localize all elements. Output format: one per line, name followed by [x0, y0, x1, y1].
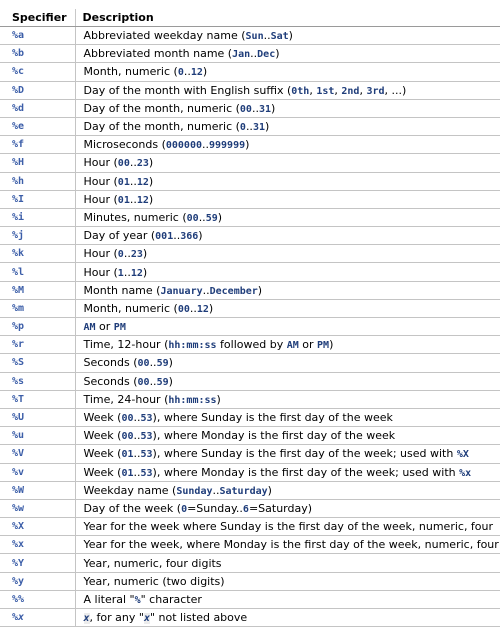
specifier-cell	[0, 172, 75, 190]
table-body	[0, 27, 500, 627]
description-text: Time, 12-hour (	[83, 338, 169, 352]
specifier-code: %U	[12, 412, 25, 424]
description-text: Month, numeric (	[83, 65, 178, 79]
description-text: Month name (	[83, 283, 161, 297]
description-cell	[75, 609, 500, 627]
description-cell	[75, 336, 500, 354]
description-text: )	[202, 65, 208, 79]
description-cell	[75, 590, 500, 608]
inline-code: 00	[117, 158, 130, 170]
inline-code: 53	[140, 413, 153, 425]
description-text: Week (	[83, 447, 122, 461]
description-text: A literal "	[83, 592, 135, 606]
description-cell	[75, 281, 500, 299]
inline-code: 53	[140, 467, 153, 479]
table-row	[0, 263, 500, 281]
description-text: Week (	[83, 411, 122, 425]
description-text: )	[168, 356, 173, 370]
description-text: , for any "	[89, 611, 144, 625]
description-text: ..	[133, 447, 141, 461]
description-text: )	[216, 392, 221, 406]
description-cell	[75, 536, 500, 554]
description-text: ,	[359, 83, 367, 97]
description-cell	[75, 172, 500, 190]
description-cell	[75, 227, 500, 245]
table-row	[0, 154, 500, 172]
description-text: Year, numeric (two digits)	[83, 574, 225, 588]
table-row	[0, 227, 500, 245]
specifier-cell	[0, 536, 75, 554]
specifier-code: %y	[12, 575, 25, 587]
description-cell	[75, 45, 500, 63]
inline-code: Sun	[245, 31, 264, 43]
description-cell	[75, 117, 500, 135]
description-text: ..	[201, 138, 209, 152]
table-row	[0, 281, 500, 299]
description-text: Year, numeric, four digits	[83, 556, 222, 570]
description-cell	[75, 27, 500, 45]
inline-code: 12	[190, 67, 203, 79]
description-text: ..	[251, 101, 259, 115]
specifier-code: %w	[12, 502, 25, 514]
inline-code: 366	[180, 231, 199, 243]
specifier-code: %u	[12, 430, 25, 442]
description-text: Day of the month, numeric (	[83, 101, 240, 115]
inline-code: %x	[459, 467, 472, 479]
inline-code: Dec	[257, 49, 276, 61]
specifier-cell	[0, 518, 75, 536]
specifier-cell	[0, 45, 75, 63]
table-row	[0, 117, 500, 135]
specifier-cell	[0, 281, 75, 299]
description-text: )	[271, 101, 276, 115]
inline-code: PM	[317, 340, 330, 352]
inline-code: 00	[121, 413, 134, 425]
specifier-cell	[0, 336, 75, 354]
specifier-cell	[0, 427, 75, 445]
specifier-code: %%	[12, 593, 25, 605]
specifier-cell	[0, 463, 75, 481]
inline-code: Sat	[270, 31, 289, 43]
description-text: =Sunday..	[187, 501, 243, 515]
description-text: ..	[198, 210, 206, 224]
description-cell	[75, 408, 500, 426]
inline-code: 1	[117, 267, 124, 279]
description-text: Minutes, numeric (	[83, 210, 187, 224]
description-text: Seconds (	[83, 374, 138, 388]
inline-code: Jan	[232, 49, 251, 61]
description-text: Hour (	[83, 156, 118, 170]
description-text: Hour (	[83, 265, 118, 279]
inline-code: 2nd	[341, 85, 360, 97]
description-cell	[75, 518, 500, 536]
description-text: )	[198, 229, 203, 243]
inline-code: hh:mm:ss	[168, 340, 217, 352]
specifier-cell	[0, 572, 75, 590]
description-text: )	[217, 210, 223, 224]
inline-code: 31	[252, 122, 265, 134]
specifier-cell	[0, 609, 75, 627]
table-row	[0, 81, 500, 99]
table-row	[0, 63, 500, 81]
description-text: ), where Sunday is the first day of the week	[152, 411, 393, 425]
inline-code: 01	[121, 467, 134, 479]
specifier-code: %p	[12, 321, 25, 333]
inline-code: 53	[140, 449, 153, 461]
specifier-cell	[0, 208, 75, 226]
description-cell	[75, 190, 500, 208]
inline-code: 0	[117, 249, 124, 261]
description-column-header: Description	[75, 9, 500, 27]
description-text: ..	[202, 283, 210, 297]
inline-code: 6	[242, 503, 249, 515]
specifier-code: %x	[12, 612, 25, 624]
table-row	[0, 554, 500, 572]
inline-code: %	[134, 594, 141, 606]
description-text: ..	[133, 465, 141, 479]
inline-code: 1st	[316, 85, 335, 97]
description-text: )	[148, 156, 154, 170]
table-row	[0, 445, 500, 463]
description-text: ..	[173, 229, 181, 243]
description-cell	[75, 554, 500, 572]
specifier-code: %W	[12, 484, 25, 496]
description-text: Microseconds (	[83, 138, 166, 152]
inline-code: Saturday	[219, 485, 268, 497]
table-row	[0, 190, 500, 208]
table-row	[0, 408, 500, 426]
specifier-cell	[0, 63, 75, 81]
inline-code: PM	[113, 322, 126, 334]
description-text: Abbreviated weekday name (	[83, 29, 246, 43]
specifier-code: %H	[12, 157, 25, 169]
description-cell	[75, 354, 500, 372]
description-cell	[75, 81, 500, 99]
specifier-code: %v	[12, 466, 25, 478]
inline-code: Sunday	[176, 485, 213, 497]
description-text: Hour (	[83, 247, 118, 261]
specifier-code: %X	[12, 521, 25, 533]
description-text: Week (	[83, 465, 122, 479]
specifier-code: %d	[12, 102, 25, 114]
inline-code: January	[160, 285, 203, 297]
specifier-code: %c	[12, 66, 25, 78]
description-text: Seconds (	[83, 356, 138, 370]
description-text: Hour (	[83, 174, 118, 188]
description-text: )	[267, 483, 272, 497]
description-text: Time, 24-hour (	[83, 392, 169, 406]
specifier-cell	[0, 481, 75, 499]
inline-code: 00	[177, 303, 190, 315]
inline-code: 00	[137, 376, 150, 388]
description-text: =Saturday)	[248, 501, 313, 515]
description-text: ..	[123, 265, 131, 279]
description-cell	[75, 427, 500, 445]
inline-code: 0	[181, 503, 188, 515]
inline-code: 001	[155, 231, 174, 243]
description-text: ..	[133, 411, 141, 425]
description-text: ..	[123, 247, 131, 261]
table-row	[0, 372, 500, 390]
inline-code: 00	[186, 212, 199, 224]
description-cell	[75, 136, 500, 154]
description-text: ..	[129, 174, 137, 188]
inline-code: 59	[156, 376, 169, 388]
table-row	[0, 45, 500, 63]
inline-code: 12	[136, 176, 149, 188]
description-text: ), where Sunday is the first day of the week; used with	[152, 447, 457, 461]
inline-code: 3rd	[366, 85, 385, 97]
specifier-code: %D	[12, 84, 25, 96]
table-row	[0, 463, 500, 481]
description-text: ,	[309, 83, 317, 97]
description-text: ..	[245, 120, 253, 134]
specifier-cell	[0, 263, 75, 281]
description-cell	[75, 481, 500, 499]
description-cell	[75, 63, 500, 81]
specifier-cell	[0, 99, 75, 117]
specifier-cell	[0, 81, 75, 99]
description-text: )	[257, 283, 263, 297]
inline-code: hh:mm:ss	[168, 394, 217, 406]
specifier-code: %s	[12, 375, 25, 387]
table-header-row	[0, 9, 500, 27]
description-text: ), where Monday is the first day of the week	[152, 429, 396, 443]
inline-code: 12	[136, 194, 149, 206]
description-text: )	[148, 192, 154, 206]
inline-code: AM	[286, 340, 299, 352]
table-row	[0, 590, 500, 608]
specifier-cell	[0, 499, 75, 517]
specifier-cell	[0, 227, 75, 245]
specifier-code: %r	[12, 339, 25, 351]
specifier-cell	[0, 318, 75, 336]
specifier-code: %M	[12, 284, 25, 296]
specifier-cell	[0, 354, 75, 372]
inline-code: 0	[177, 67, 184, 79]
table-row	[0, 609, 500, 627]
description-text: or	[95, 320, 114, 334]
description-cell	[75, 154, 500, 172]
specifier-code: %h	[12, 175, 25, 187]
specifier-code: %I	[12, 193, 25, 205]
inline-code: 0	[239, 122, 246, 134]
table-row	[0, 172, 500, 190]
table-row	[0, 245, 500, 263]
inline-code: 00	[121, 431, 134, 443]
table-row	[0, 136, 500, 154]
inline-code: 12	[130, 267, 143, 279]
inline-code: 59	[205, 212, 218, 224]
table-row	[0, 299, 500, 317]
table-row	[0, 208, 500, 226]
description-text: Weekday name (	[83, 483, 177, 497]
inline-code: 0th	[291, 85, 310, 97]
specifier-column-header: Specifier	[0, 9, 75, 27]
inline-code: 01	[117, 194, 130, 206]
table-row	[0, 318, 500, 336]
table-row	[0, 390, 500, 408]
specifier-code: %k	[12, 248, 25, 260]
specifier-code: %l	[12, 266, 25, 278]
specifier-cell	[0, 190, 75, 208]
description-text: )	[142, 247, 148, 261]
description-text: followed by	[216, 338, 287, 352]
specifier-cell	[0, 372, 75, 390]
description-cell	[75, 208, 500, 226]
description-text: ..	[183, 65, 191, 79]
description-text: Year for the week where Sunday is the first day of the week, numeric, four	[83, 520, 494, 534]
description-cell	[75, 263, 500, 281]
inline-code: 01	[117, 176, 130, 188]
description-text: Year for the week, where Monday is the first day of the week, numeric, four	[83, 538, 499, 552]
table-row	[0, 499, 500, 517]
table-row	[0, 427, 500, 445]
specifier-code: %b	[12, 48, 25, 60]
description-text: ..	[149, 356, 157, 370]
specifier-code: %m	[12, 302, 25, 314]
description-text: Day of year (	[83, 229, 156, 243]
description-text: ..	[133, 429, 141, 443]
description-text: " not listed above	[149, 611, 248, 625]
description-text: ), where Monday is the first day of the week; used with	[152, 465, 460, 479]
table-row	[0, 518, 500, 536]
description-text: Day of the week (	[83, 501, 182, 515]
inline-code: AM	[83, 322, 96, 334]
inline-code: 23	[130, 249, 143, 261]
format-specifier-table	[0, 9, 500, 627]
description-text: ..	[189, 301, 197, 315]
description-text: Day of the month with English suffix (	[83, 83, 292, 97]
description-text: or	[298, 338, 318, 352]
specifier-code: %j	[12, 230, 25, 242]
description-text: Week (	[83, 429, 122, 443]
description-cell	[75, 499, 500, 517]
description-text: Abbreviated month name (	[83, 47, 233, 61]
description-text: )	[288, 29, 293, 43]
description-text: ..	[149, 374, 157, 388]
table-row	[0, 481, 500, 499]
specifier-cell	[0, 590, 75, 608]
description-cell	[75, 245, 500, 263]
description-text: ..	[129, 156, 137, 170]
description-text: ..	[250, 47, 258, 61]
description-text: )	[148, 174, 154, 188]
inline-code: 01	[121, 449, 134, 461]
inline-code: 23	[136, 158, 149, 170]
description-text: Month, numeric (	[83, 301, 178, 315]
specifier-code: %Y	[12, 557, 25, 569]
description-text: Hour (	[83, 192, 118, 206]
description-cell	[75, 299, 500, 317]
inline-code: %X	[456, 449, 469, 461]
description-cell	[75, 318, 500, 336]
inline-code: 00	[239, 103, 252, 115]
inline-code: x	[83, 613, 90, 625]
table-row	[0, 99, 500, 117]
table-row	[0, 354, 500, 372]
specifier-cell	[0, 554, 75, 572]
description-text: )	[275, 47, 280, 61]
table-row	[0, 27, 500, 45]
description-cell	[75, 390, 500, 408]
description-cell	[75, 445, 500, 463]
specifier-cell	[0, 445, 75, 463]
specifier-cell	[0, 245, 75, 263]
inline-code: 59	[156, 358, 169, 370]
description-text: ,	[334, 83, 342, 97]
description-text: ..	[212, 483, 220, 497]
specifier-cell	[0, 154, 75, 172]
description-text: )	[168, 374, 173, 388]
specifier-cell	[0, 27, 75, 45]
inline-code: 53	[140, 431, 153, 443]
inline-code: 00	[137, 358, 150, 370]
description-text: )	[329, 338, 334, 352]
description-text: )	[264, 120, 270, 134]
description-text: " character	[140, 592, 202, 606]
table-row	[0, 572, 500, 590]
description-cell	[75, 99, 500, 117]
table-row	[0, 536, 500, 554]
inline-code: 12	[196, 303, 209, 315]
inline-code: 999999	[208, 140, 246, 152]
inline-code: 000000	[165, 140, 202, 152]
inline-code: x	[143, 613, 150, 625]
description-text: ..	[263, 29, 271, 43]
specifier-code: %V	[12, 448, 25, 460]
description-cell	[75, 463, 500, 481]
specifier-code: %i	[12, 211, 25, 223]
inline-code: December	[209, 285, 258, 297]
description-text: )	[142, 265, 148, 279]
specifier-code: %S	[12, 357, 25, 369]
specifier-code: %a	[12, 30, 25, 42]
description-text: , ...)	[384, 83, 407, 97]
specifier-cell	[0, 136, 75, 154]
specifier-cell	[0, 390, 75, 408]
specifier-cell	[0, 299, 75, 317]
description-cell	[75, 372, 500, 390]
specifier-code: %x	[12, 539, 25, 551]
description-cell	[75, 572, 500, 590]
table-row	[0, 336, 500, 354]
inline-code: 31	[258, 103, 271, 115]
description-text: )	[208, 301, 214, 315]
description-text: )	[245, 138, 250, 152]
specifier-cell	[0, 408, 75, 426]
description-text: Day of the month, numeric (	[83, 120, 240, 134]
specifier-code: %T	[12, 393, 25, 405]
specifier-code: %e	[12, 121, 25, 133]
description-text: ..	[129, 192, 137, 206]
specifier-cell	[0, 117, 75, 135]
specifier-code: %f	[12, 139, 25, 151]
